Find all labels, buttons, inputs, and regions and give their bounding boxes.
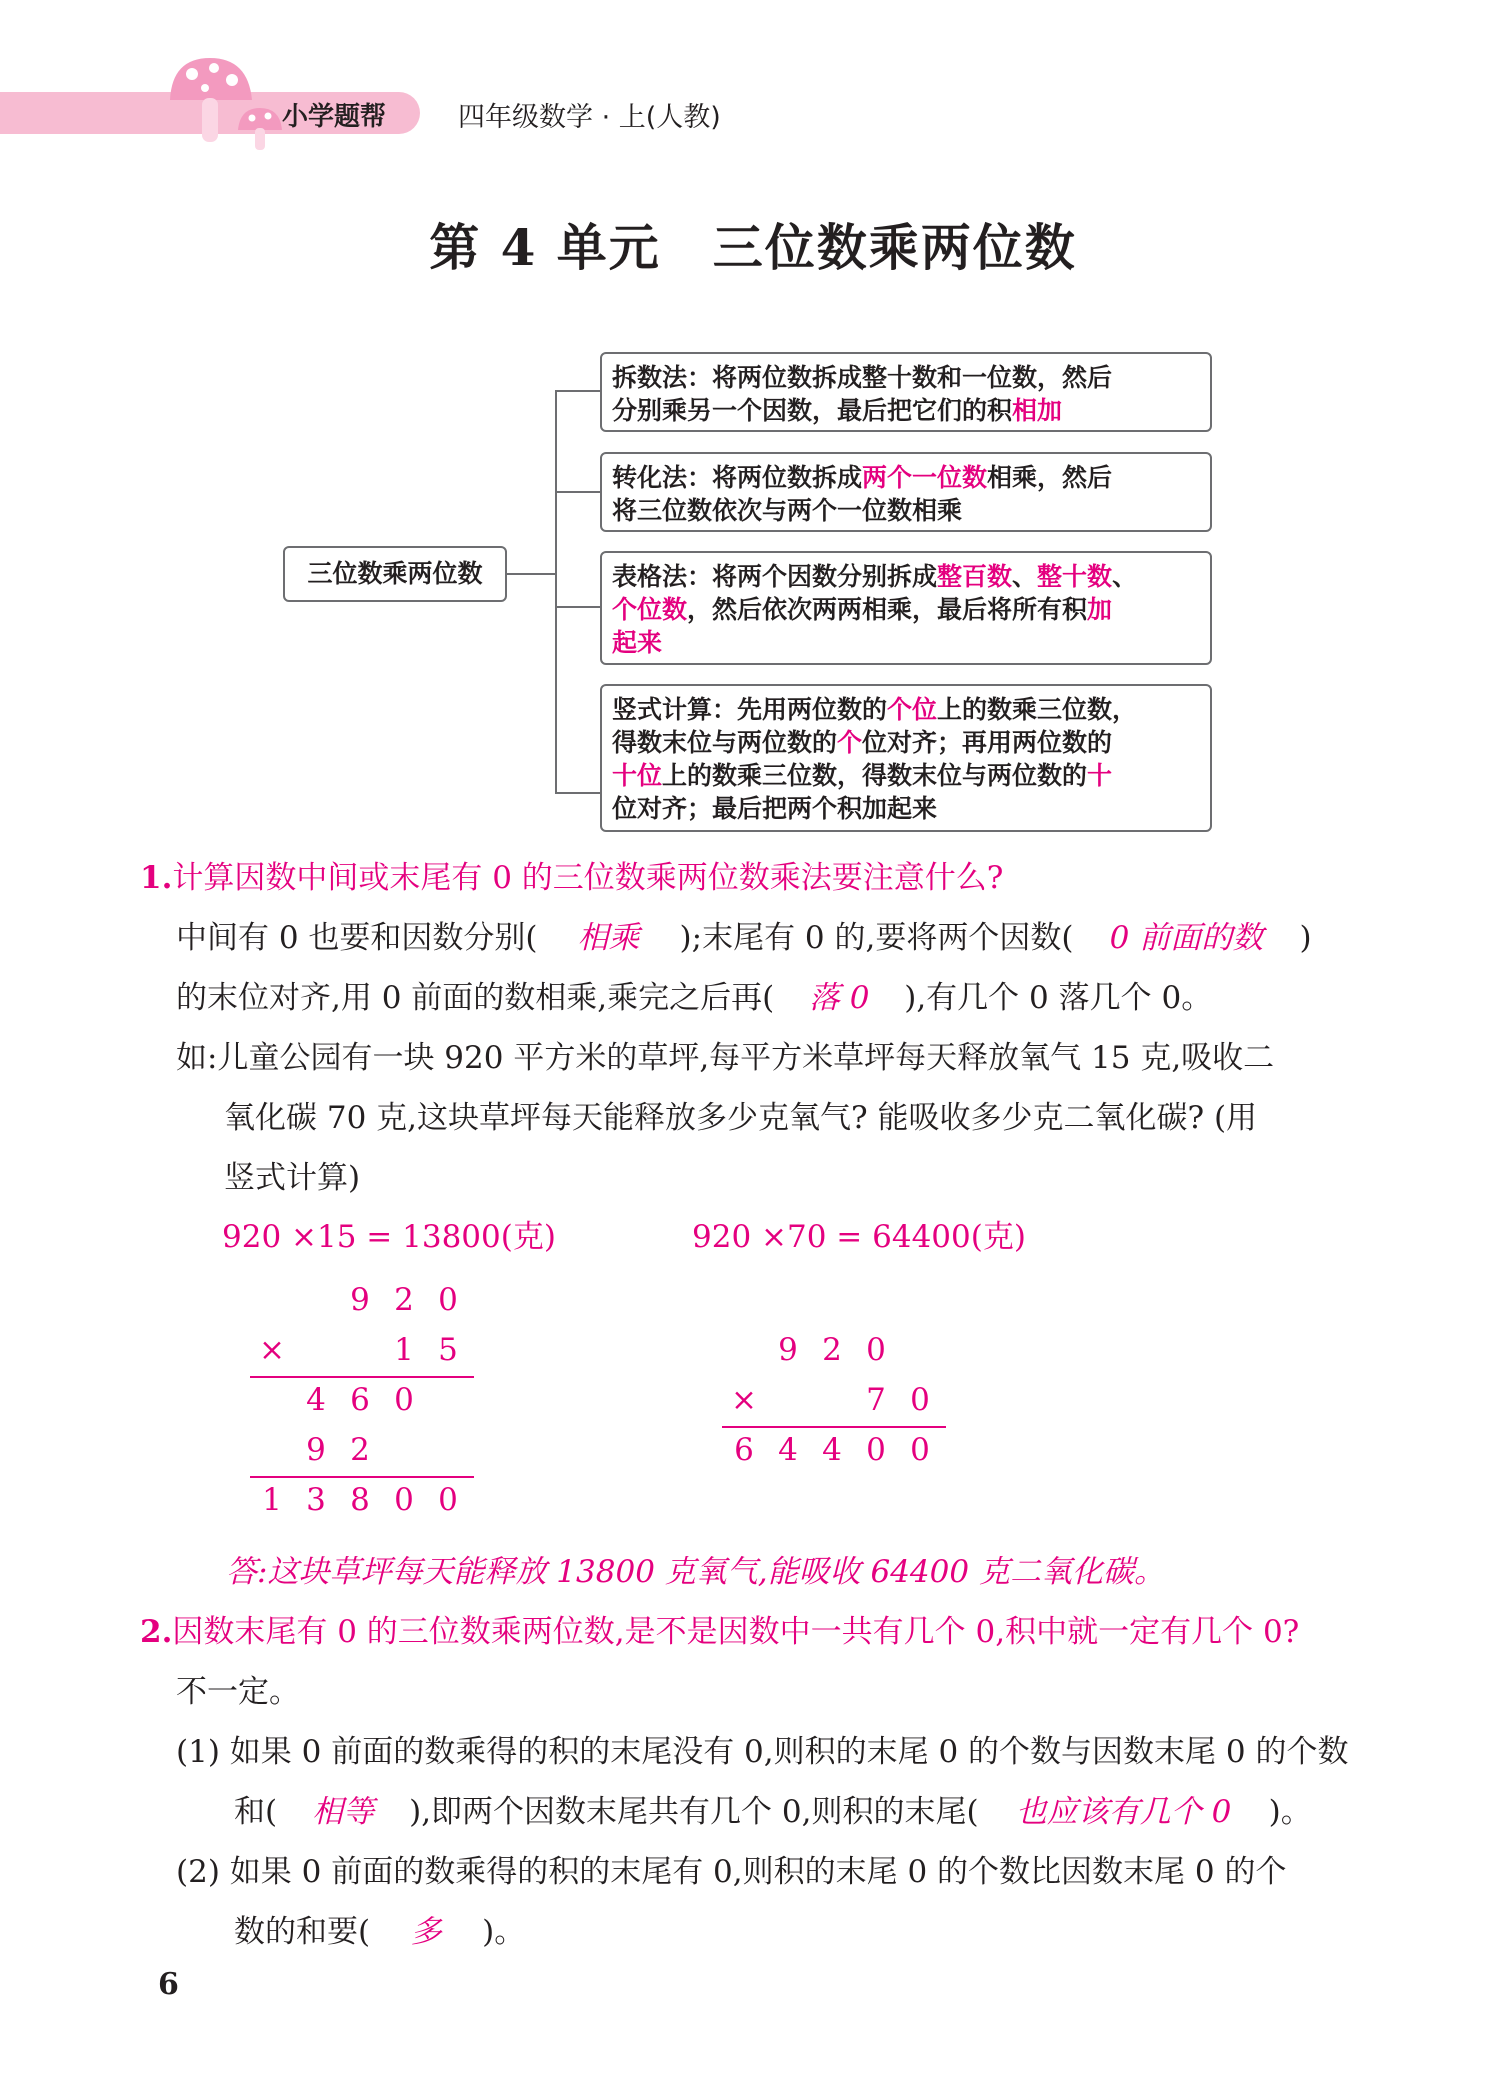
method-text: 拆数法：将两位数拆成整十数和一位数，然后 <box>612 363 1113 392</box>
calc1-row-2: × 1 5 <box>259 1332 458 1368</box>
method-text: 相乘，然后 <box>987 463 1113 492</box>
mushroom-icon <box>160 52 290 152</box>
calc2-row-2: × 7 0 <box>731 1382 930 1418</box>
method-text: 位对齐；最后把两个积加起来 <box>612 794 938 823</box>
method-node-vertical <box>600 684 1212 832</box>
q2-part-2-line-1: (2) 如果 0 前面的数乘得的积的末尾有 0,则积的末尾 0 的个数比因数末尾 0 的个 <box>176 1854 1287 1890</box>
connector-line <box>555 491 600 493</box>
method-text: 上的数乘三位数，得数末位与两位数的 <box>662 761 1088 790</box>
calc1-rule-1 <box>250 1376 474 1378</box>
keyword-highlight: 相加 <box>1012 396 1063 425</box>
connector-line <box>555 792 600 794</box>
calc1-row-1: 9 2 0 <box>350 1282 458 1318</box>
method-text: 、 <box>1112 562 1138 591</box>
q2-blank-3: 多 <box>410 1914 442 1950</box>
q2-blank-2: 也应该有几个 0 <box>1015 1794 1232 1830</box>
question-1: 1.计算因数中间或末尾有 0 的三位数乘两位数乘法要注意什么? <box>140 860 1004 896</box>
example-line-1: 如:儿童公园有一块 920 平方米的草坪,每平方米草坪每天释放氧气 15 克,吸收二 <box>176 1040 1275 1076</box>
keyword-highlight: 整十数 <box>1037 562 1113 591</box>
q2-part-1-line-1: (1) 如果 0 前面的数乘得的积的末尾没有 0,则积的末尾 0 的个数与因数末尾 0 的个数 <box>176 1734 1349 1770</box>
method-text: 分别乘另一个因数，最后把它们的积 <box>612 396 1013 425</box>
question-2: 2.因数末尾有 0 的三位数乘两位数,是不是因数中一共有几个 0,积中就一定有几个 0? <box>140 1614 1300 1650</box>
method-node-line <box>612 394 1200 427</box>
keyword-highlight: 加 <box>1087 595 1113 624</box>
calc1-rule-2 <box>250 1476 474 1478</box>
method-node-line <box>612 792 1200 825</box>
method-node-line <box>612 759 1200 792</box>
connector-line <box>507 573 555 575</box>
method-node-line <box>612 626 1200 659</box>
q1-blank-2: 0 前面的数 <box>1109 920 1264 956</box>
method-node-table <box>600 551 1212 665</box>
q2-part-1-line-2: 和( 相等 ),即两个因数末尾共有几个 0,则积的末尾( 也应该有几个 0 )。 <box>234 1794 1312 1830</box>
keyword-highlight: 十 <box>1087 761 1113 790</box>
method-text: ，然后依次两两相乘，最后将所有积 <box>687 595 1088 624</box>
method-node-split <box>600 352 1212 432</box>
calc1-row-4: 9 2 <box>306 1432 370 1468</box>
method-node-line <box>612 361 1200 394</box>
calc1-row-3: 4 6 0 <box>306 1382 414 1418</box>
method-node-convert <box>600 452 1212 532</box>
method-text: 位对齐；再用两位数的 <box>862 728 1113 757</box>
connector-line <box>555 390 557 792</box>
method-text: 得数末位与两位数的 <box>612 728 838 757</box>
keyword-highlight: 个 <box>837 728 863 757</box>
method-node-line <box>612 461 1200 494</box>
calc1-row-5: 1 3 8 0 0 <box>262 1482 458 1518</box>
example-line-3: 竖式计算) <box>224 1160 361 1196</box>
method-text: 将三位数依次与两个一位数相乘 <box>612 496 963 525</box>
method-node-line <box>612 494 1200 527</box>
calc2-row-3: 6 4 4 0 0 <box>734 1432 930 1468</box>
q2-blank-1: 相等 <box>312 1794 375 1830</box>
equation-oxygen: 920 ×15 = 13800(克) <box>222 1219 556 1255</box>
q1-blank-3: 落 0 <box>808 980 870 1016</box>
equation-co2: 920 ×70 = 64400(克) <box>692 1219 1026 1255</box>
keyword-highlight: 个位数 <box>612 595 688 624</box>
method-node-line <box>612 693 1200 726</box>
method-text: 、 <box>1012 562 1038 591</box>
connector-line <box>555 606 600 608</box>
keyword-highlight: 两个一位数 <box>862 463 988 492</box>
example-line-2: 氧化碳 70 克,这块草坪每天能释放多少克氧气? 能吸收多少克二氧化碳? (用 <box>224 1100 1258 1136</box>
q1-answer: 答:这块草坪每天能释放 13800 克氧气,能吸收 64400 克二氧化碳。 <box>226 1554 1165 1590</box>
page-title: 第 4 单元 三位数乘两位数 <box>429 218 1077 277</box>
mindmap-root: 三位数乘两位数 <box>283 546 507 602</box>
method-text: 表格法：将两个因数分别拆成 <box>612 562 938 591</box>
method-text: 转化法：将两位数拆成 <box>612 463 863 492</box>
calc2-row-1: 9 2 0 <box>778 1332 886 1368</box>
q1-blank-1: 相乘 <box>577 920 640 956</box>
book-title: 四年级数学 · 上(人教) <box>458 102 721 133</box>
q2-answer-intro: 不一定。 <box>176 1674 300 1710</box>
method-text: 上的数乘三位数， <box>937 695 1138 724</box>
keyword-highlight: 整百数 <box>937 562 1013 591</box>
method-node-line <box>612 560 1200 593</box>
keyword-highlight: 十位 <box>612 761 663 790</box>
page-number: 6 <box>158 1967 179 2002</box>
method-node-line <box>612 593 1200 626</box>
method-text: 竖式计算：先用两位数的 <box>612 695 888 724</box>
keyword-highlight: 起来 <box>612 628 663 657</box>
keyword-highlight: 个位 <box>887 695 938 724</box>
q2-part-2-line-2: 数的和要( 多 )。 <box>234 1914 526 1950</box>
q1-line-2: 的末位对齐,用 0 前面的数相乘,乘完之后再( 落 0 ),有几个 0 落几个 0。 <box>176 980 1213 1016</box>
method-node-line <box>612 726 1200 759</box>
series-tag: 小学题帮 <box>282 102 387 132</box>
q1-line-1: 中间有 0 也要和因数分别( 相乘 );末尾有 0 的,要将两个因数( 0 前面的数 ) <box>176 920 1312 956</box>
calc2-rule-1 <box>722 1426 946 1428</box>
connector-line <box>555 390 600 392</box>
